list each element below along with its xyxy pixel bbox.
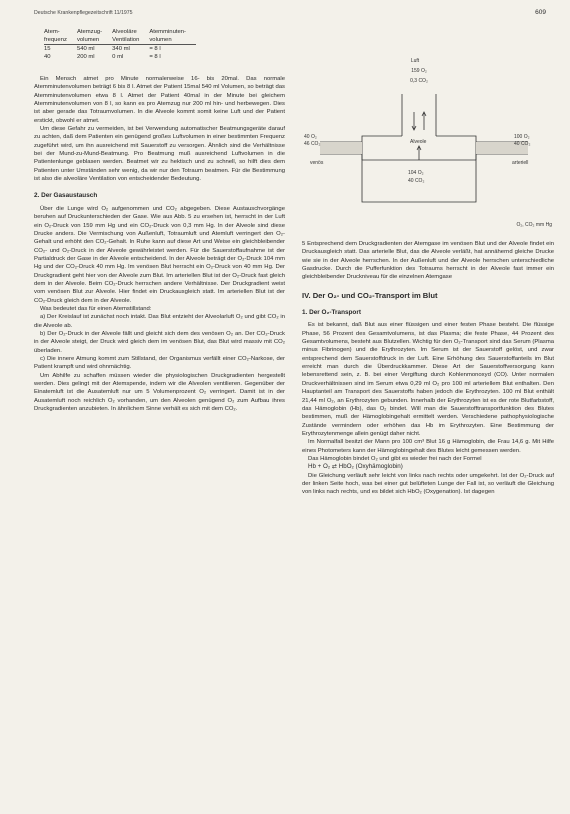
left-column [34,20,285,413]
paragraph: Um Abhilfe zu schaffen müssen wieder die physiologischen Druckgradienten hergestellt werden. Dies gelingt mit der Atemspende, indem wir die Alveolen ventilieren. Gegenüber der Einatemluft ist die Ausatemluft nur um 5 Volumenprozent O₂ verringert. Damit ist in der Ausatemluft noch reichlich O₂ vorhanden, um den Alveolen genügend O₂ zum Aufbau ihres Druckgradienten anzubieten. In ähnlichem Sinne verhält es sich mit dem CO₂. [34,372,285,413]
paragraph: Über die Lunge wird O₂ aufgenommen und CO₂ abgegeben. Diese Austauschvorgänge beruhen auf Druckunterschieden der Gase. Wie aus Abb. 5 zu ersehen ist, herrscht in der Luft ein O₂-Druck von 159 mm Hg und ein CO₂-Druck von 0,3 mm Hg. In der Alveole sind diese Drucke anders. Die Vermischung von Außenluft, Totraumluft und Atemluft verringert den O₂-Gehalt und erhöht den CO₂-Gehalt. In Ruhe kann auf diese Art und Weise ein gleichbleibender CO₂- und O₂-Druck in der Alveole gewährleistet werden. Für die Sauerstoffaufnahme ist der Partialdruck der Gase in der Alveole entscheidend. In der Alveole beträgt der O₂-Druck 104 mm Hg und der CO₂-Druck 40 mm Hg. Im venösen Blut herrscht ein O₂-Druck von 40 mm Hg. Der Druckgradient geht hier von der Alveole zum Blut. Im arteriellen Blut ist der O₂-Druck fast gleich dem in der Alveole. Beim CO₂-Druck herrschen andere Verhältnisse. Der Druckgradient weist vom venösen Blut zur Alveole. Hier findet ein Druckausgleich statt. Im arteriellen Blut ist der CO₂-Druck gleich dem in der Alveole. [34,205,285,304]
label-air: Luft [410,58,420,64]
label-venous-o2: 40 O₂ [304,134,317,140]
label-arterial-o2: 100 O₂ [514,134,530,140]
formula: Hb + O₂ ⇄ HbO₂ (Oxyhämoglobin) [308,463,403,471]
paragraph: Ein Mensch atmet pro Minute normalerweise 16- bis 20mal. Das normale Atemminutenvolumen beträgt 6 bis 8 l. Atmet der Patient 15mal 540 ml Volumen, so beträgt das Atemminutenvolumen etwa 8 l. Atmet der Patient 40mal in der Minute bei gleichem Atemminutenvolumen von 8 l, so kann es pro Atemzug nur 200 ml hin- und herbewegen. Dies ist aber gerade das Totraumvolumen. In die Alveole kommt somit keine Luft und der Patient erstickt, obwohl er atmet. [34,76,285,124]
page-number: 609 [535,9,546,16]
table-header: Atemzug- volumen [76,29,103,43]
alveole-diagram [302,42,554,242]
table-header: Alveoläre Ventilation [112,29,140,43]
label-alv-o2: 104 O₂ [408,170,424,176]
label-o2-air: 159 O₂ [411,68,427,74]
label-alv-co2: 40 CO₂ [408,178,425,184]
label-arterial: arteriell [512,160,529,166]
chapter-heading: IV. Der O₂- und CO₂-Transport im Blut [302,290,438,300]
paragraph: Es ist bekannt, daß Blut aus einer flüssigen und einer festen Phase besteht. Die flüssige Phase, 56 Prozent des Gesamtvolumens, ist das Plasma; die feste Phase, 44 Prozent des Gesamtvolumens, besteht aus Blutzellen. Wichtig für den O₂-Transport sind das Serum (Plasma minus Fibrinogen) und die Erythrozyten. Im Serum ist der Sauerstoff gelöst, und zwar entsprechend dem Sauerstoffdruck in der Luft. Eine Erhöhung des Sauerstoffanteils im Blut erreicht man durch die Überdruckkammer. Diese Art der Sauerstoffversorgung kann lebensrettend sein, z. B. bei einer Vergiftung durch Kohlenmonoxyd (CO). Unter normalen Druckverhältnissen sind im Serum etwa 0,29 ml O₂ pro 100 ml arteriellem Blut enthalten. Den Hauptanteil am Transport des Sauerstoffs haben jedoch die Erythrozyten. 100 ml Blut enthält 21,44 ml O₂, an Erythrozyten gebunden. Innerhalb der Erythrozyten ist es der rote Blutfarbstoff, das Hämoglobin (Hb), das O₂ bindet. Will man die Sauerstofftransportfunktion des Blutes bestimmen, muß der Hämoglobingehalt ermittelt werden. Verschiedene pathophysiologische Zustände vermindern oder erhöhen das Hb im Erythrozyten. Eine Bestimmung der Erythrozytenmenge allein genügt daher nicht. [302,322,554,437]
list-item: c) Die innere Atmung kommt zum Stillstand, der Organismus verfällt einer CO₂-Narkose, der Patient krampft und wird ohnmächtig. [34,356,285,371]
section-heading: 2. Der Gasaustausch [34,192,98,200]
section-heading: 1. Der O₂-Transport [302,309,361,317]
table-row: 15 540 ml 340 ml = 8 l [44,45,196,54]
figure-caption: 5 Entsprechend dem Druckgradienten der Atemgase im venösen Blut und der Alveole findet ein Druckausgleich statt. Das arterielle Blut, das die Alveole verläßt, hat annähernd gleiche Drucke wie sie in der Alveole herrschen. In der Außenluft und der Alveole herrschen unterschiedliche Gasdrucke. Durch die Pufferfunktion des Totraums herrscht in der Alveole fast immer ein gleichbleibender Druckniveau für die einzelnen Atemgase [302,241,554,281]
label-unit: O₂, CO₂ mm Hg [516,222,552,228]
list-item: a) Der Kreislauf ist zunächst noch intakt. Das Blut entzieht der Alveolarluft O₂ und gibt CO₂ in die Alveole ab. [34,314,285,329]
paragraph: Was bedeutet das für einen Atemstillstand: [40,305,152,312]
table-row: 40 200 ml 0 ml = 8 l [44,54,161,60]
right-column [302,240,554,497]
label-arterial-co2: 40 CO₂ [514,141,531,147]
paragraph: Das Hämoglobin bindet O₂ und gibt es wieder frei nach der Formel [308,455,482,462]
label-venous: venös [310,160,324,166]
table-header: Atemminuten- volumen [149,29,187,43]
label-co2-air: 0,3 CO₂ [410,78,428,84]
paragraph: Um diese Gefahr zu vermeiden, ist bei Verwendung automatischer Beatmungsgeräte darauf zu achten, daß dem Patienten ein genügend großes Luftvolumen in einer bestimmten Frequenz zugeführt wird, um ihn ausreichend mit Sauerstoff zu versorgen. Ähnlich sind die Verhältnisse bei der Mund-zu-Mund-Beatmung. Pro Beatmung muß ausreichend Luftvolumen in die Patientenlunge geblasen werden. Beatmet wir zu hektisch und zu schnell, so hilft dies dem Patienten unter Umständen sehr wenig, da wir nur den Totraum beatmen. Für die Bestimmung ist also die alveoläre Ventilation von entscheidender Bedeutung. [34,126,285,183]
label-venous-co2: 46 CO₂ [304,141,321,147]
paragraph: Im Normalfall besitzt der Mann pro 100 cm³ Blut 16 g Hämoglobin, die Frau 14,6 g. Mit Hilfe eines Photometers kann der Hämoglobingehalt des Blutes leicht gemessen werden. [302,439,554,454]
table-header: Atem- frequenz [44,29,67,43]
list-item: b) Der O₂-Druck in der Alveole fällt und gleicht sich dem des venösen O₂ an. Der CO₂-Druck in der Alveole steigt, der Druck wird gleich dem im venösen Blut, das Blut wird massiv mit CO₂ überladen. [34,330,285,354]
journal-header: Deutsche Krankenpflegezeitschrift 11/1975 [34,10,133,16]
label-alveole: Alveole [410,139,427,145]
paragraph: Die Gleichung verläuft sehr leicht von links nach rechts oder umgekehrt. Ist der O₂-Druck auf der linken Seite hoch, was bei einer gut belüfteten Lunge der Fall ist, so verläuft die Gleichung von links nach rechts, und es bildet sich HbO₂ (Oxygenation). Ist dagegen [302,472,554,496]
ventilation-table [44,28,196,61]
